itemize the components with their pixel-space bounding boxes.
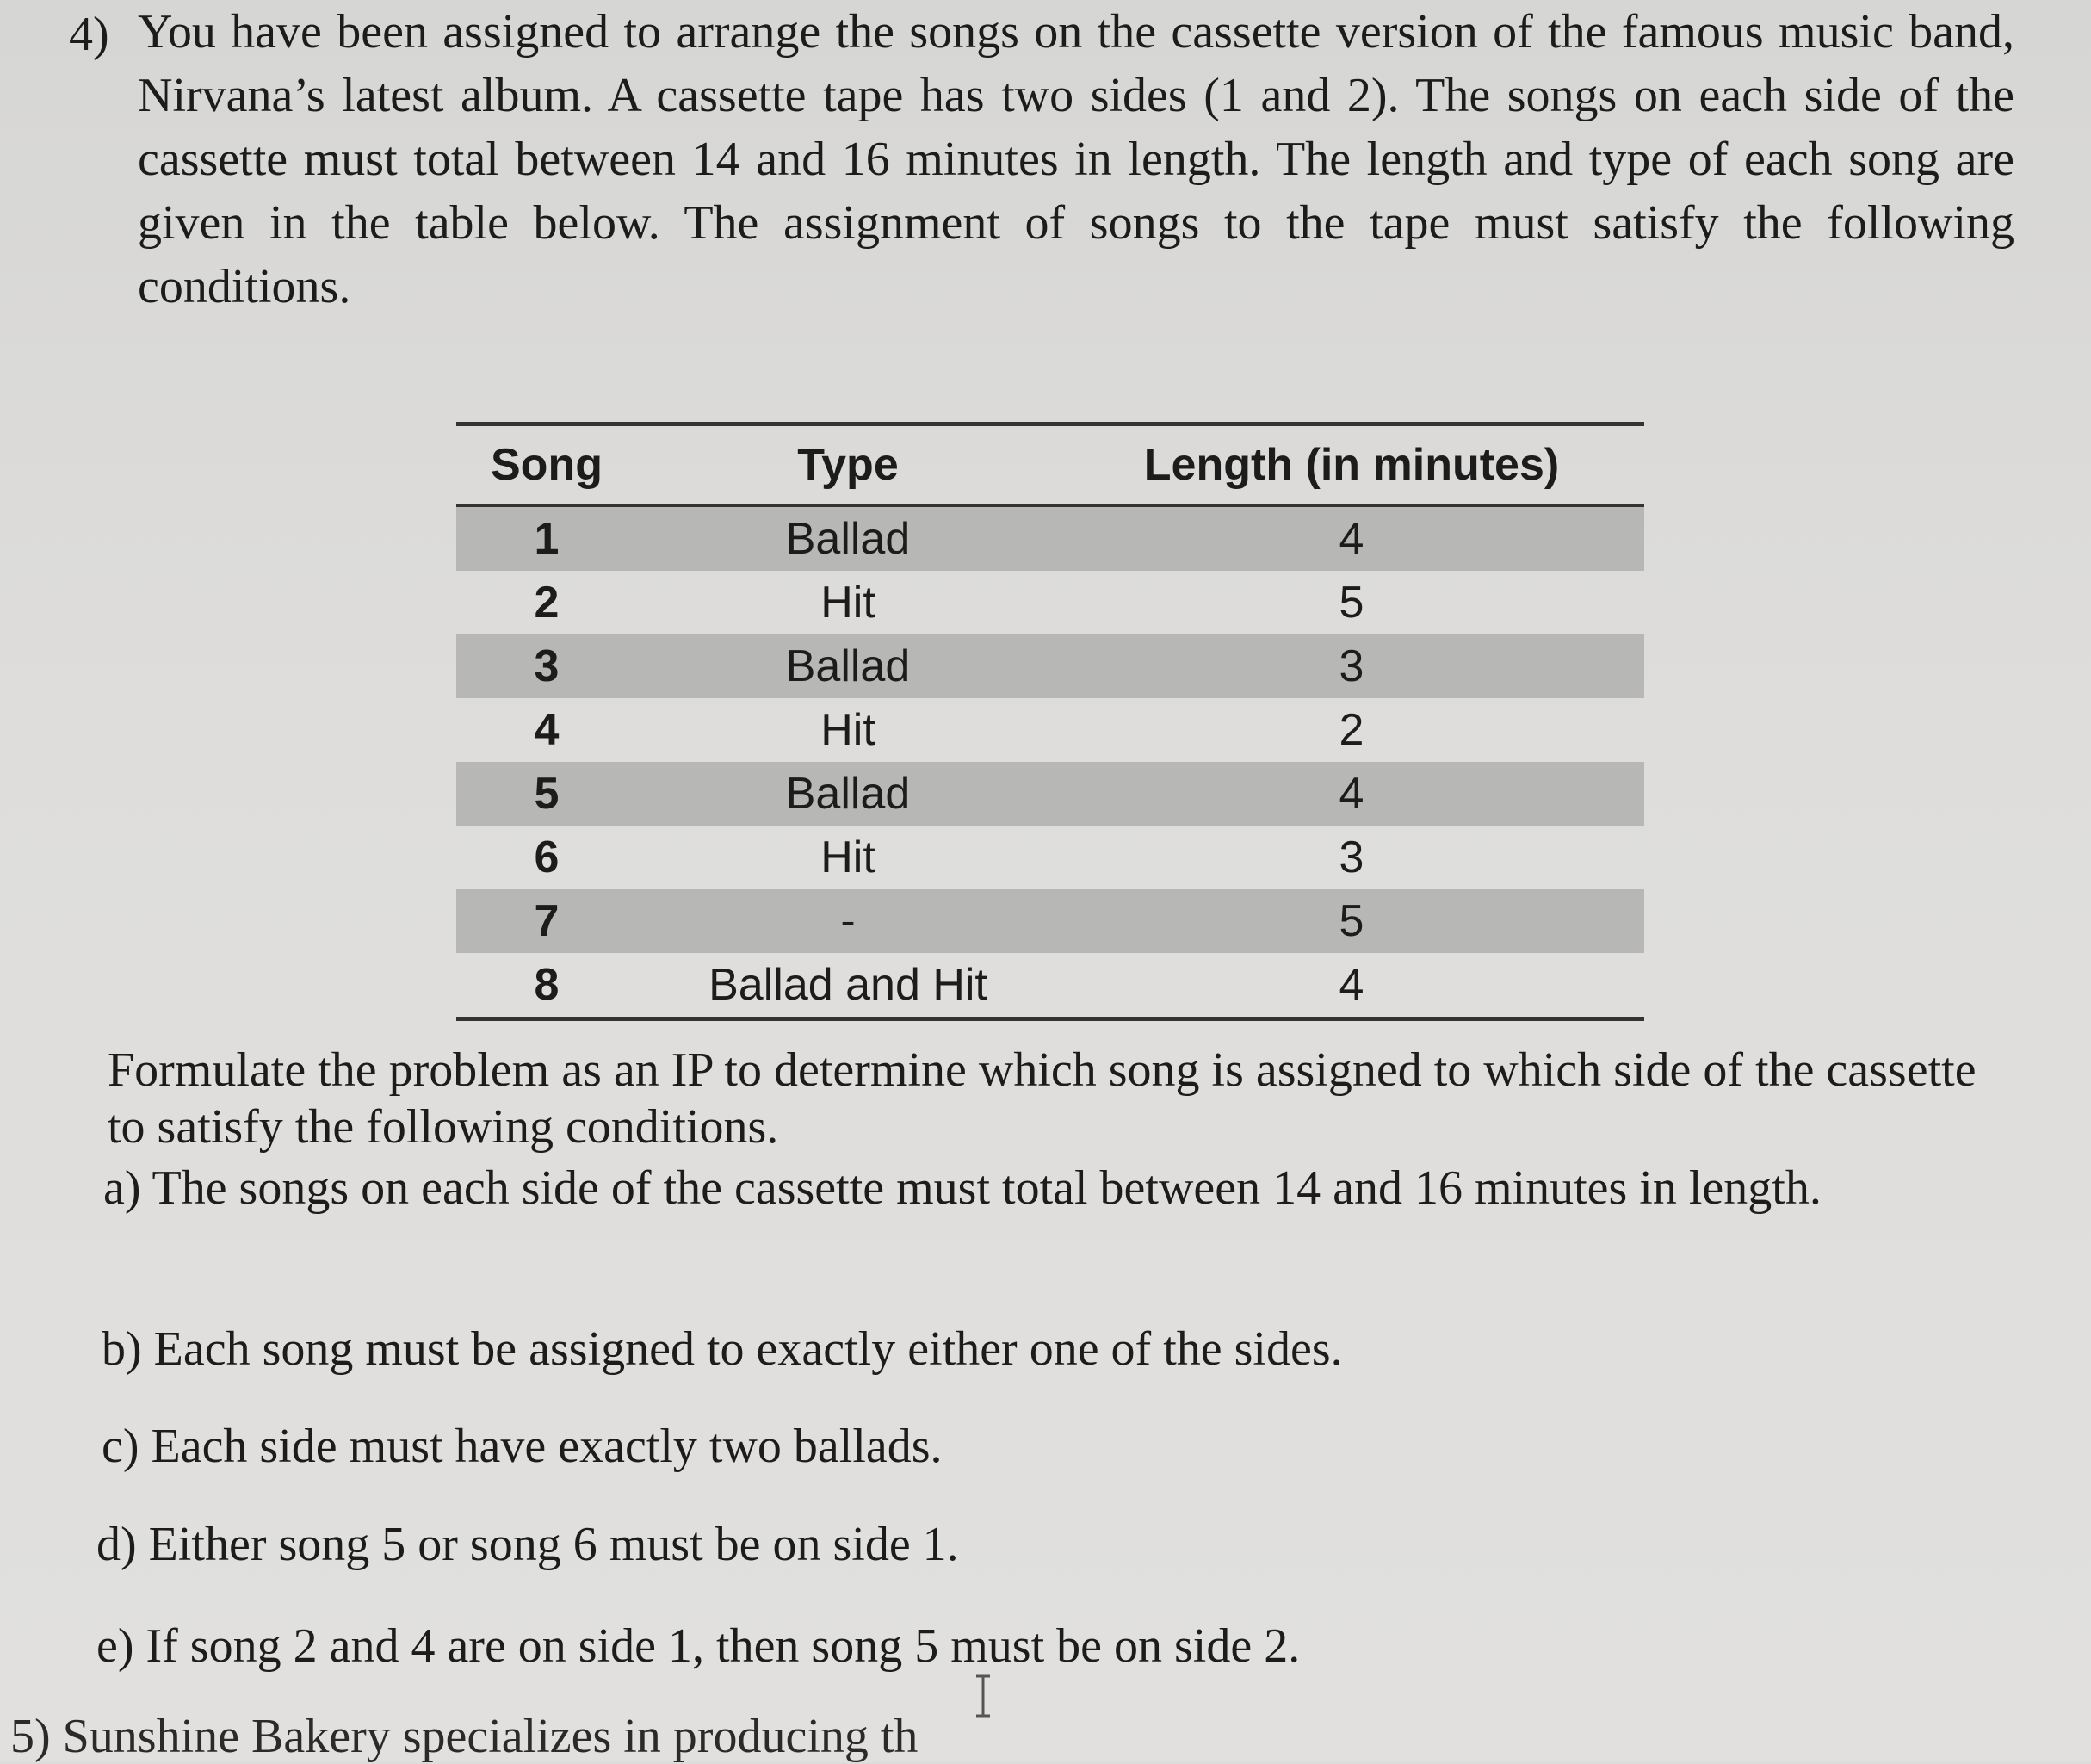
cell-length: 4 bbox=[1059, 505, 1644, 571]
cell-type: Ballad bbox=[637, 634, 1059, 698]
cell-length: 3 bbox=[1059, 634, 1644, 698]
table-row bbox=[456, 571, 1644, 634]
condition-a: a) The songs on each side of the cassette must total between 14 and 16 minutes in length. bbox=[103, 1161, 1822, 1215]
cell-type: - bbox=[637, 889, 1059, 953]
cell-length: 4 bbox=[1339, 960, 1364, 1010]
table-header-row bbox=[456, 424, 1644, 506]
table-row bbox=[456, 826, 1644, 889]
condition-b: b) Each song must be assigned to exactly either one of the sides. bbox=[102, 1322, 1343, 1376]
table-row bbox=[456, 505, 1644, 571]
table-row bbox=[456, 762, 1644, 826]
condition-d: d) Either song 5 or song 6 must be on side 1. bbox=[96, 1518, 959, 1571]
song-table bbox=[456, 422, 1644, 1021]
condition-c: c) Each side must have exactly two ballads. bbox=[102, 1420, 943, 1473]
text-cursor-icon bbox=[973, 1674, 993, 1718]
problem-number: 4) bbox=[69, 8, 109, 61]
header-type: Type bbox=[637, 424, 1059, 506]
cell-song: 2 bbox=[534, 578, 560, 628]
formulate-text: Formulate the problem as an IP to determine which song is assigned to which side of the cassette to satisfy the following conditions. bbox=[108, 1043, 1977, 1154]
header-length: Length (in minutes) bbox=[1059, 424, 1644, 506]
song-table-container bbox=[456, 422, 1644, 1021]
cell-length: 5 bbox=[1059, 889, 1644, 953]
table-row bbox=[456, 634, 1644, 698]
condition-e: e) If song 2 and 4 are on side 1, then song 5 must be on side 2. bbox=[96, 1619, 1301, 1673]
problem-5-partial: 5) Sunshine Bakery specializes in producing th bbox=[10, 1710, 919, 1763]
cell-type: Ballad bbox=[637, 505, 1059, 571]
cell-song: 6 bbox=[534, 832, 560, 882]
cell-type: Hit bbox=[820, 705, 875, 755]
cell-song: 5 bbox=[456, 762, 637, 826]
cell-type: Ballad and Hit bbox=[708, 960, 987, 1010]
cell-song: 3 bbox=[456, 634, 637, 698]
cell-type: Hit bbox=[820, 578, 875, 628]
cell-length: 5 bbox=[1339, 578, 1364, 628]
table-row bbox=[456, 953, 1644, 1019]
cell-song: 1 bbox=[456, 505, 637, 571]
cell-type: Ballad bbox=[637, 762, 1059, 826]
problem-intro: You have been assigned to arrange the songs on the cassette version of the famous music band, Nirvana’s latest album. A cassette tape has two sides (1 and 2). The songs on each side of the cassette must total between 14 and 16 minutes in length. The length and type of each song are given in the table below. The assignment of songs to the tape must satisfy the following conditions. bbox=[138, 5, 2014, 313]
cell-type: Hit bbox=[820, 832, 875, 882]
table-row bbox=[456, 889, 1644, 953]
cell-length: 4 bbox=[1059, 762, 1644, 826]
cell-song: 7 bbox=[456, 889, 637, 953]
table-row bbox=[456, 698, 1644, 762]
cell-song: 4 bbox=[534, 705, 560, 755]
header-song: Song bbox=[456, 424, 637, 506]
cell-length: 2 bbox=[1339, 705, 1364, 755]
cell-length: 3 bbox=[1339, 832, 1364, 882]
cell-song: 8 bbox=[534, 960, 560, 1010]
